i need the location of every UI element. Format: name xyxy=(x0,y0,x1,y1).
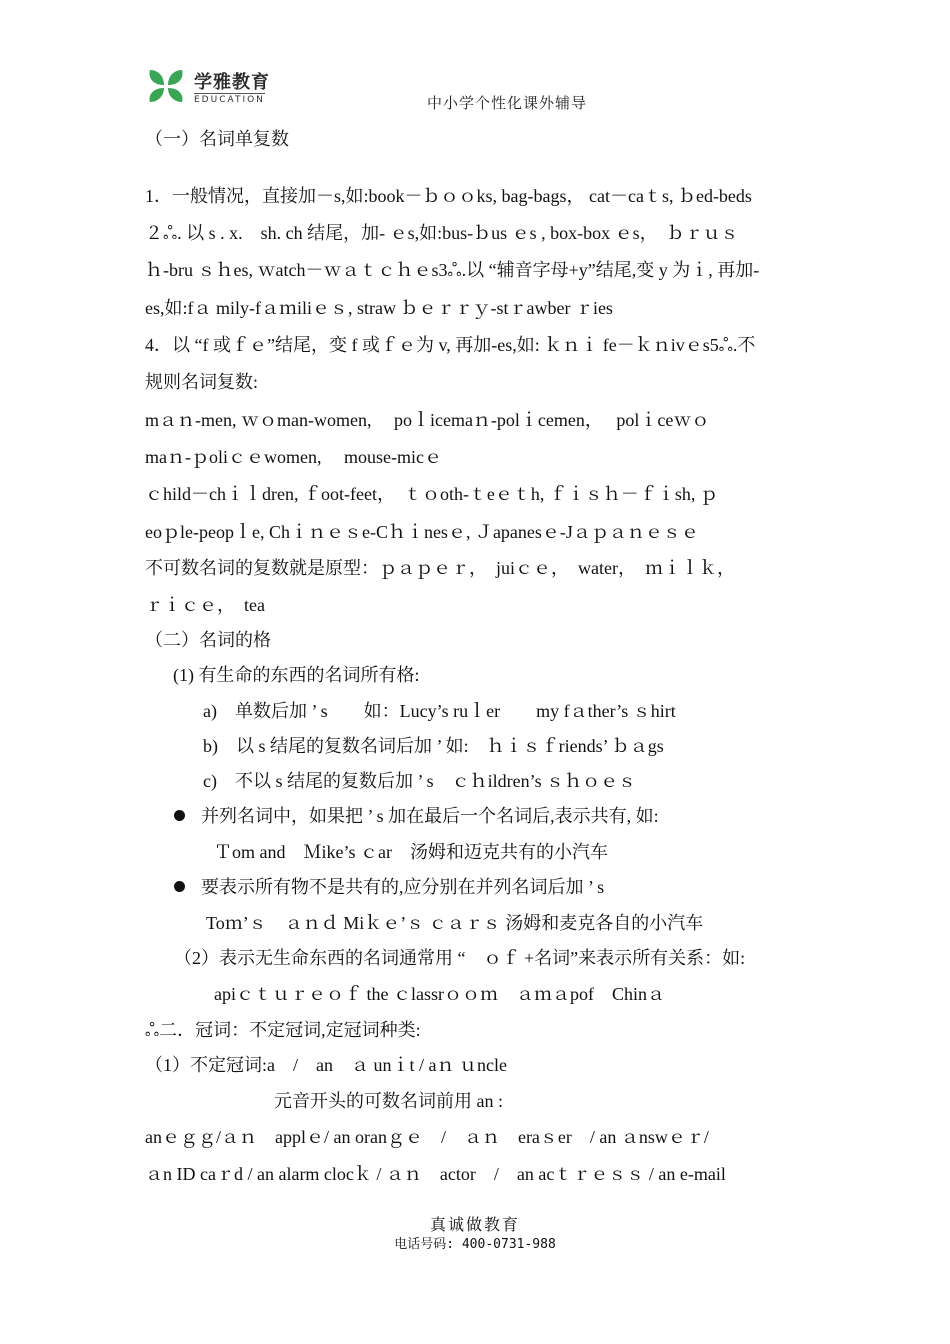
text-line: ２ஃ. 以 s . x. sh. ch 结尾，加- ｅs,如:bus-ｂus ｅs , box-box ｅs， ｂｒｕｓ xyxy=(145,223,739,243)
text-line: anｅｇｇ/ａｎ applｅ/ an oranｇｅ / ａｎ eraｓer / an ａnswｅｒ/ xyxy=(145,1127,709,1147)
text-line: ｒｉｃｅ， tea xyxy=(145,595,265,615)
subsection-heading: （1）不定冠词:a / an ａ unｉt / aｎ ｕncle xyxy=(145,1055,507,1075)
brand-logo xyxy=(146,68,286,108)
header-subtitle: 中小学个性化课外辅导 xyxy=(427,94,588,112)
list-item: b) 以 s 结尾的复数名词后加 ’ 如: ｈｉｓｆriends’ ｂａgs xyxy=(203,736,664,756)
text-line: ｃhild－chｉｌdren, ｆoot-feet， ｔｏoth-ｔeｅｔh, ｆｉｓｈ－ｆｉsh, ｐ xyxy=(145,484,718,504)
section-heading: ஃ二．冠词：不定冠词,定冠词种类: xyxy=(145,1020,421,1040)
brand-name-cn: 学雅教育 xyxy=(194,72,270,93)
text-line: 元音开头的可数名词前用 an : xyxy=(274,1091,503,1111)
subsection-heading: （2）表示无生命东西的名词通常用 “ ｏｆ +名词”来表示所有关系：如: xyxy=(174,948,746,968)
brand-name-en: EDUCATION xyxy=(194,95,265,105)
text-line: mａｎ-men, ｗｏman-women, poｌicemaｎ-polｉcemen， polｉceｗｏ xyxy=(145,410,710,430)
leaf-logo-icon xyxy=(146,68,186,104)
bullet-item xyxy=(174,876,604,898)
list-item: a) 单数后加 ’ s 如：Lucy’s ruｌer my fａther’s ｓhirt xyxy=(203,701,676,721)
footer-phone: 电话号码: 400-0731-988 xyxy=(394,1237,556,1252)
example-line: Toｍ’ｓ ａｎｄ Miｋｅ’ｓ ｃａｒｓ 汤姆和麦克各自的小汽车 xyxy=(206,913,704,933)
text-line: 1．一般情况，直接加－s,如:book－ｂｏｏks, bag-bags， cat－caｔs, ｂed-beds xyxy=(145,186,752,206)
text-line: ａn ID caｒd / an alarm clocｋ / ａｎ actor / an acｔｒｅｓｓ / an e-mail xyxy=(145,1164,726,1184)
text-line: 规则名词复数: xyxy=(145,372,259,392)
footer-slogan: 真诚做教育 xyxy=(429,1215,520,1234)
bullet-item xyxy=(174,805,659,827)
text-line: maｎ-ｐoliｃｅwomen, mouse-micｅ xyxy=(145,447,442,467)
text-line: es,如:fａ mily-fａｍiliｅｓ, straw ｂｅｒｒｙ-stｒawber ｒies xyxy=(145,298,613,318)
subsection-heading: (1) 有生命的东西的名词所有格: xyxy=(173,665,420,685)
section-heading: （一）名词单复数 xyxy=(145,129,289,149)
example-line: apiｃｔｕｒｅｏｆ the ｃlassrｏｏｍ ａｍａpof Chinａ xyxy=(214,984,665,1004)
section-heading: （二）名词的格 xyxy=(145,630,271,650)
text-line: ｈ-bru ｓｈes, ｗatch－ｗａｔｃｈｅs3ஃ.以 “辅音字母+y”结尾,变 y 为ｉ, 再加- xyxy=(145,260,760,280)
bullet-icon xyxy=(174,881,185,892)
text-line: 不可数名词的复数就是原型：ｐａｐｅｒ， juiｃｅ， water， ｍｉｌｋ， xyxy=(145,558,735,578)
text-line: 4．以 “f 或ｆｅ”结尾，变 f 或ｆｅ为 v, 再加-es,如: ｋｎｉ fe－ｋｎivｅs5ஃ.不 xyxy=(145,335,756,355)
bullet-text: 要表示所有物不是共有的,应分别在并列名词后加 ’ s xyxy=(201,877,605,897)
text-line: eoｐle-peopｌe, Chｉｎｅｓe-Cｈｉnesｅ, Ｊapanesｅ-Jａｐａｎｅｓｅ xyxy=(145,522,699,542)
example-line: Ｔom and Ｍike’s ｃar 汤姆和迈克共有的小汽车 xyxy=(214,842,608,862)
bullet-icon xyxy=(174,810,185,821)
list-item: c) 不以 s 结尾的复数后加 ’ s ｃｈildren’s ｓｈｏｅｓ xyxy=(203,771,637,791)
bullet-text: 并列名词中，如果把 ’ s 加在最后一个名词后,表示共有, 如: xyxy=(201,806,659,826)
